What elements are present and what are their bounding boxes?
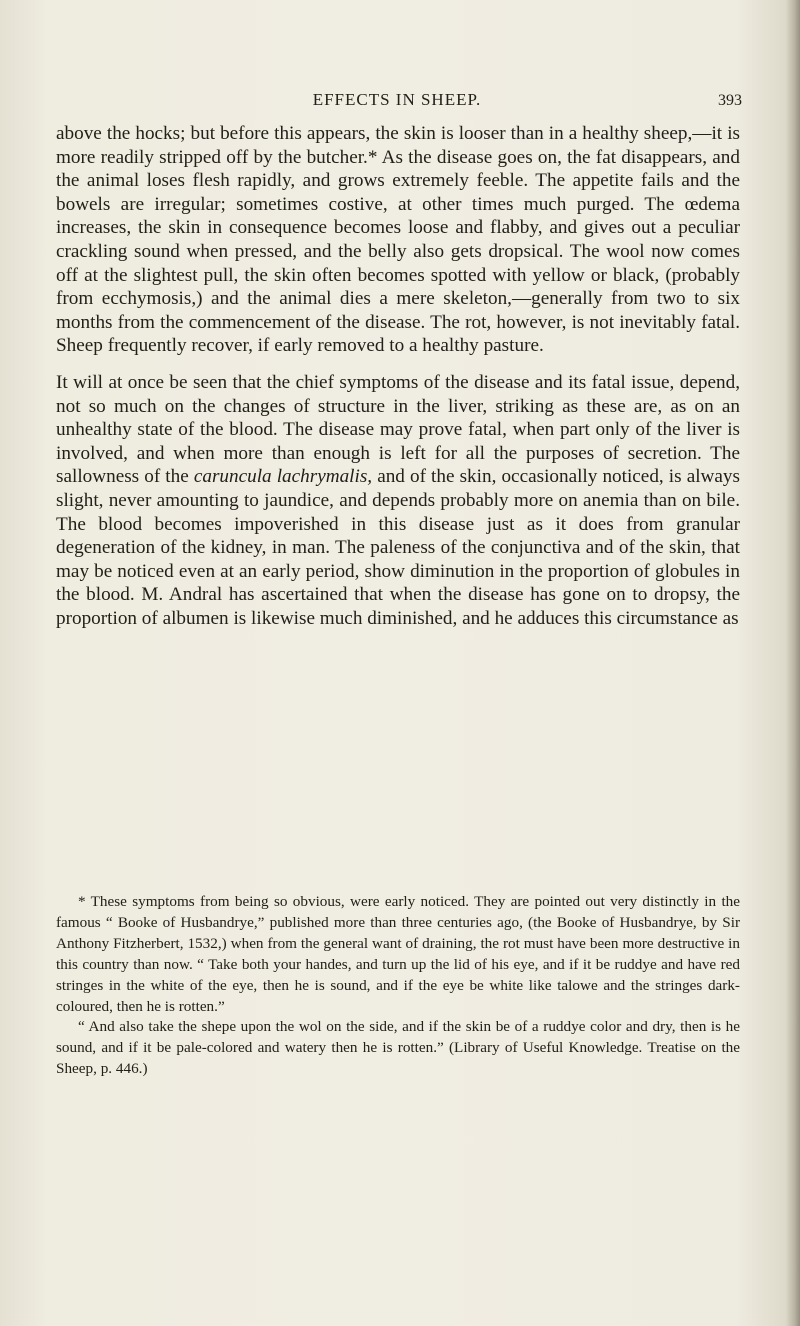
footnotes [56, 892, 740, 1080]
paragraph-1: above the hocks; but before this appears, the skin is looser than in a healthy sheep,—it is more readily stripped off by the butcher.* As the disease goes on, the fat disappears, and the animal loses flesh rapidly, and grows extremely feeble. The appetite fails and the bowels are irregular; sometimes costive, at other times much purged. The œdema increases, the skin in consequence becomes loose and flabby, and gives out a peculiar crackling sound when pressed, and the belly also gets dropsical. The wool now comes off at the slightest pull, the skin often becomes spotted with yellow or black, (probably from ecchymosis,) and the animal dies a mere skeleton,—generally from two to six months from the commencement of the disease. The rot, however, is not inevitably fatal. Sheep frequently recover, if early removed to a healthy pasture. [56, 123, 740, 357]
page-number: 393 [718, 92, 742, 109]
body-text [56, 122, 740, 630]
running-head: EFFECTS IN SHEEP. [312, 90, 482, 109]
page-header [52, 90, 742, 116]
footnote-2: “ And also take the shepe upon the wol on the side, and if the skin be of a ruddye color and dry, then is he sound, and if it be pale-colored and watery then he is rotten.” (Library of Useful Knowledge. Treatise on the Sheep, p. 446.) [56, 1018, 740, 1078]
latin-term: caruncula lachrymalis, [193, 466, 373, 488]
page-edge-shadow [786, 0, 800, 1326]
paragraph-2-text-b: and of the skin, occasionally noticed, is always slight, never amounting to jaundice, and depends probably more on anemia than on bile. The blood becomes impoverished in this disease just as it does from granular degeneration of the kidney, in man. The paleness of the conjunctiva and of the skin, that may be noticed even at an early period, show diminution in the proportion of globules in the blood. M. Andral has ascertained that when the disease has gone on to dropsy, the proportion of albumen is likewise much diminished, and he adduces this circumstance as [56, 466, 740, 629]
footnote-1: * These symptoms from being so obvious, were early noticed. They are pointed out very distinctly in the famous “ Booke of Husbandrye,” published more than three centuries ago, (the Booke of Husbandrye, by Sir Anthony Fitzherbert, 1532,) when from the general want of draining, the rot must have been more destructive in this country than now. “ Take both your handes, and turn up the lid of his eye, and if it be ruddye and have red stringes in the white of the eye, then he is sound, and if the eye be white like talowe and the stringes dark-coloured, then he is rotten.” [56, 893, 740, 1015]
paragraph-2-text-a: It will at once be seen that the chief symptoms of the disease and its fatal issue, depend, not so much on the changes of structure in the liver, striking as these are, as on an unhealthy state of the blood. The disease may prove fatal, when part only of the liver is involved, and when more than enough is left for all the purposes of secretion. The sallowness of the [56, 371, 740, 488]
paragraph-2 [56, 371, 740, 631]
